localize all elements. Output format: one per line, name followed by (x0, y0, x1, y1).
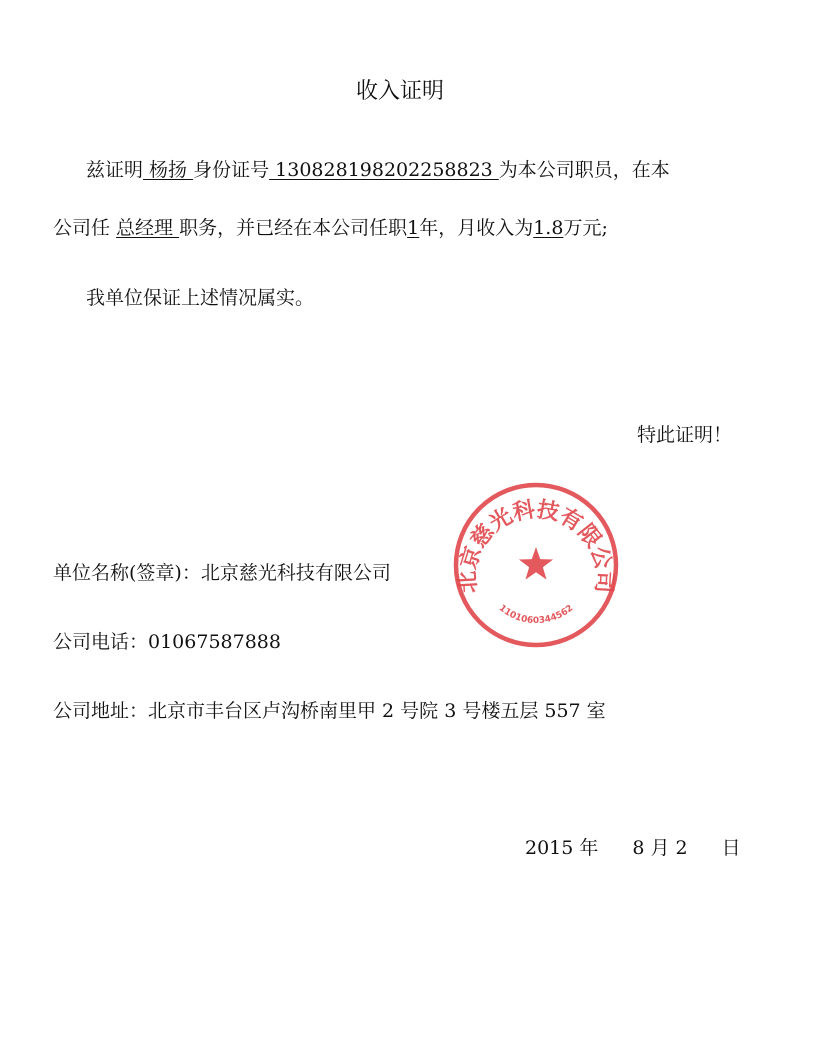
employee-name: 杨扬 (143, 159, 194, 181)
date-day-unit: 日 (721, 837, 741, 859)
paragraph-2 (53, 216, 608, 240)
company-name-line: 单位名称(签章)：北京慈光科技有限公司 (53, 562, 391, 584)
paragraph-1 (86, 158, 670, 182)
para2-mid2: 年，月收入为 (419, 217, 534, 239)
company-seal (450, 479, 622, 651)
star-icon (519, 547, 553, 580)
paragraph-3: 我单位保证上述情况属实。 (86, 287, 315, 309)
date-month: 8 月 (632, 837, 670, 859)
para2-prefix: 公司任 (53, 217, 117, 239)
years-employed: 1 (407, 217, 420, 239)
para2-mid: 职务，并已经在本公司任职 (179, 217, 408, 239)
document-title: 收入证明 (355, 79, 444, 104)
company-address-line: 公司地址：北京市丰台区卢沟桥南里甲 2 号院 3 号楼五层 557 室 (53, 700, 606, 722)
seal-code: 1101060344562 (496, 603, 576, 627)
para2-suffix: 万元; (563, 217, 608, 239)
date-day: 2 (675, 837, 688, 859)
company-phone-line: 公司电话：01067587888 (53, 631, 281, 653)
monthly-income: 1.8 (533, 217, 564, 239)
date-line (525, 836, 741, 860)
closing-text: 特此证明！ (636, 424, 732, 446)
para1-prefix: 兹证明 (86, 159, 144, 181)
id-label: 身份证号 (193, 159, 270, 181)
id-number: 130828198202258823 (269, 159, 499, 181)
date-year: 2015 年 (525, 837, 599, 859)
job-position: 总经理 (116, 217, 180, 239)
para1-suffix: 为本公司职员，在本 (498, 159, 670, 181)
seal-text: 北京慈光科技有限公司 (455, 497, 617, 594)
